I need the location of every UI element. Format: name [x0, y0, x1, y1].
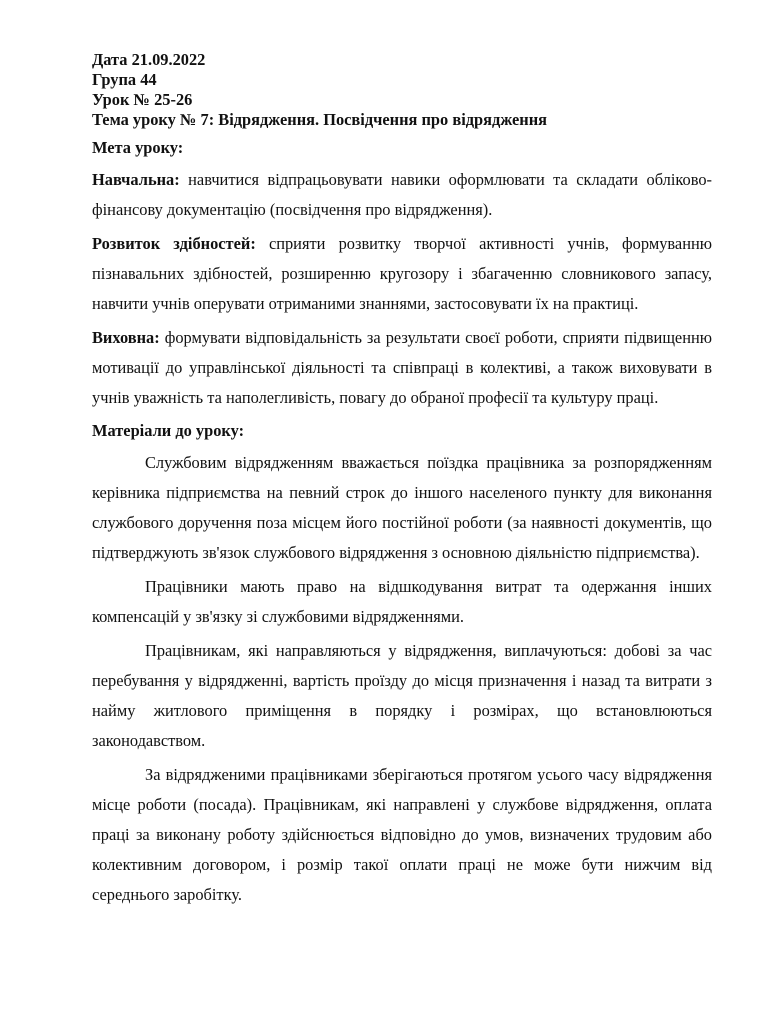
- educational-goal-label: Навчальна:: [92, 170, 180, 189]
- upbringing-goal: [92, 323, 712, 413]
- materials-paragraph: Службовим відрядженням вважається поїздка працівника за розпорядженням керівника підприємства на певний строк до іншого населеного пункту для виконання службового доручення поза місцем його постійної роботи (за наявності документів, що підтверджують зв'язок службового відрядження з основною діяльністю підприємства).: [92, 453, 712, 562]
- educational-goal-text: навчитися відпрацьовувати навики оформлювати та складати обліково-фінансову документацію (посвідчення про відрядження).: [92, 170, 712, 219]
- development-goal-label: Розвиток здібностей:: [92, 234, 256, 253]
- materials-paragraph: Працівники мають право на відшкодування витрат та одержання інших компенсацій у зв'язку зі службовими відрядженнями.: [92, 577, 712, 626]
- date-line: Дата 21.09.2022: [92, 50, 206, 69]
- materials-paragraph: Працівникам, які направляються у відрядження, виплачуються: добові за час перебування у відрядженні, вартість проїзду до місця призначення і назад та витрати з найму житлового приміщення в порядку і розмірах, що встановлюються законодавством.: [92, 641, 712, 750]
- development-goal-text: сприяти розвитку творчої активності учнів, формуванню пізнавальних здібностей, розширенню кругозору і збагаченню словникового запасу, навчити учнів оперувати отриманими знаннями, застосовувати їх на практиці.: [92, 234, 712, 313]
- topic-line: Тема уроку № 7: Відрядження. Посвідчення про відрядження: [92, 110, 548, 129]
- upbringing-goal-text: формувати відповідальність за результати своєї роботи, сприяти підвищенню мотивації до управлінської діяльності та співпраці в колективі, а також виховувати в учнів уважність та наполегливість, повагу до обраної професії та культуру праці.: [92, 328, 712, 407]
- upbringing-goal-label: Виховна:: [92, 328, 160, 347]
- educational-goal: [92, 165, 712, 225]
- materials-paragraph: За відрядженими працівниками зберігаються протягом усього часу відрядження місце роботи (посада). Працівникам, які направлені у службове відрядження, оплата праці за виконану роботу здійснюється відповідно до умов, визначених трудовим або колективним договором, і розмір такої оплати праці не може бути нижчим від середнього заробітку.: [92, 765, 712, 904]
- materials-heading: Матеріали до уроку:: [92, 421, 245, 440]
- goals-heading: Мета уроку:: [92, 138, 184, 157]
- document-page: [92, 50, 712, 910]
- group-line: Група 44: [92, 70, 157, 89]
- development-goal: [92, 229, 712, 319]
- lesson-line: Урок № 25-26: [92, 90, 193, 109]
